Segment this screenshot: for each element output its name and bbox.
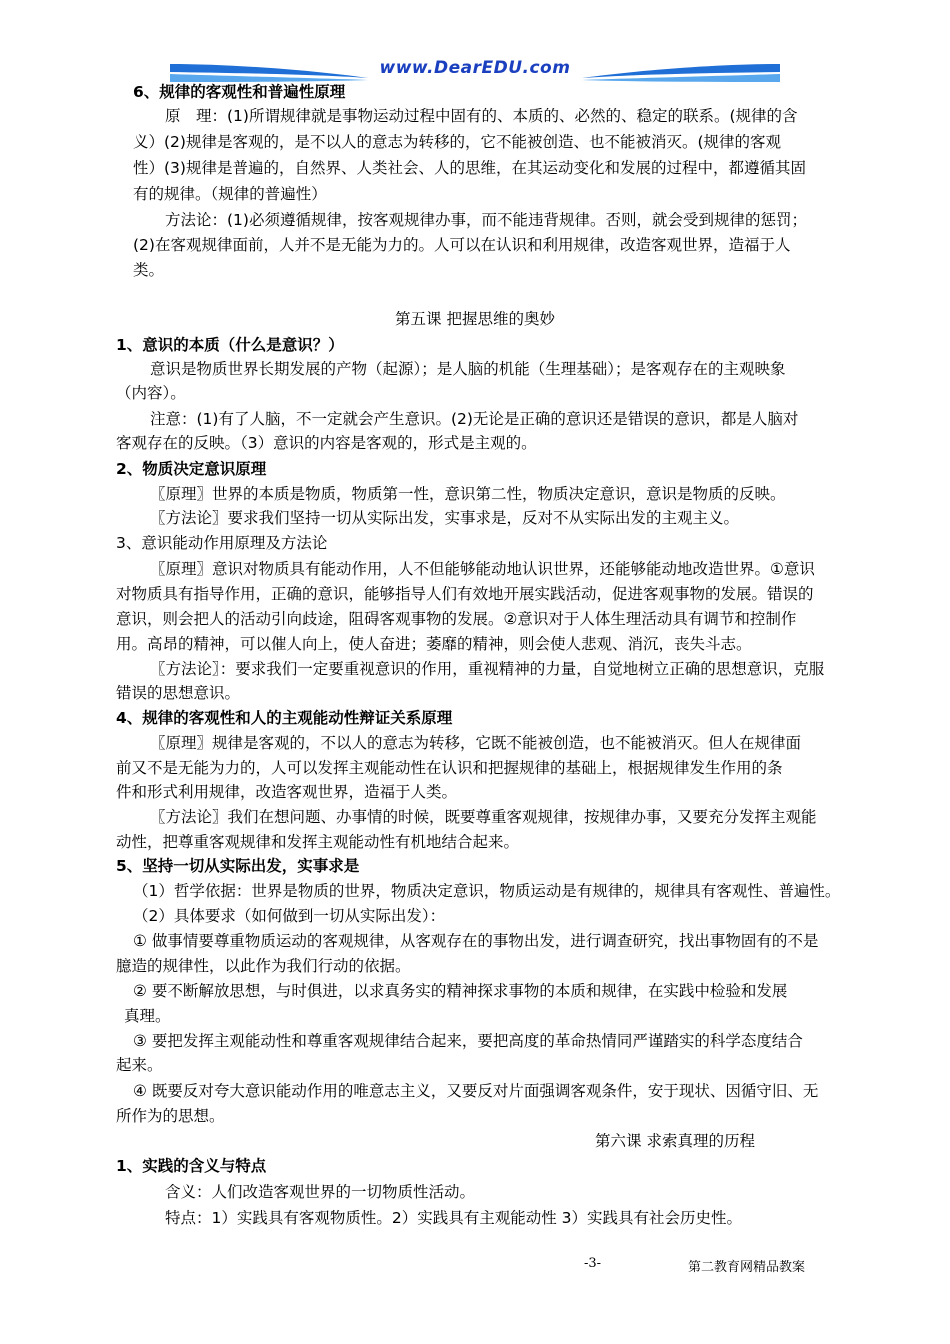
list-item: ① 做事情要尊重物质运动的客观规律，从客观存在的事物出发，进行调查研究，找出事物固有的不是 [133,932,819,950]
paragraph-line: 类。 [133,261,165,279]
paragraph-line: 前又不是无能为力的，人可以发挥主观能动性在认识和把握规律的基础上，根据规律发生作用的条 [116,759,783,777]
list-item: 真理。 [124,1007,171,1025]
paragraph-line: （2）具体要求（如何做到一切从实际出发）： [133,907,446,925]
list-item: ④ 既要反对夸大意识能动作用的唯意志主义，又要反对片面强调客观条件，安于现状、因循守旧、无 [133,1082,819,1100]
paragraph-line: 〖原理〗意识对物质具有能动作用，人不但能够能动地认识世界，还能够能动地改造世界。①意识 [150,560,815,578]
heading-1: 1、意识的本质（什么是意识？） [116,336,344,354]
paragraph-line: 意识，则会把人的活动引向歧途，阻碍客观事物的发展。②意识对于人体生理活动具有调节和控制作 [116,610,797,628]
paragraph-line: 对物质具有指导作用，正确的意识，能够指导人们有效地开展实践活动，促进客观事物的发展。错误的 [116,585,814,603]
paragraph-line: 错误的思想意识。 [116,684,241,702]
paragraph-line: 性）(3)规律是普遍的，自然界、人类社会、人的思维，在其运动变化和发展的过程中，都遵循其固 [133,159,806,177]
footer-source: 第二教育网精品教案 [688,1260,806,1275]
paragraph-line: （1）哲学依据：世界是物质的世界，物质决定意识，物质运动是有规律的，规律具有客观性、普遍性。 [133,882,841,900]
heading-1: 1、实践的含义与特点 [116,1157,267,1175]
paragraph-line: 含义：人们改造客观世界的一切物质性活动。 [165,1183,476,1201]
heading-4: 4、规律的客观性和人的主观能动性辩证关系原理 [116,709,453,727]
paragraph-line: 特点：1）实践具有客观物质性。2）实践具有主观能动性 3）实践具有社会历史性。 [165,1209,743,1227]
heading-2: 2、物质决定意识原理 [116,460,267,478]
heading-6: 6、规律的客观性和普遍性原理 [133,83,346,101]
paragraph-line: 〖方法论〗我们在想问题、办事情的时候，既要尊重客观规律，按规律办事，又要充分发挥主观能 [150,808,817,826]
paragraph-line: 件和形式利用规律，改造客观世界，造福于人类。 [116,783,458,801]
list-item: ② 要不断解放思想，与时俱进，以求真务实的精神探求事物的本质和规律，在实践中检验和发展 [133,982,788,1000]
page-number: -3- [584,1256,602,1271]
paragraph-line: 意识是物质世界长期发展的产物（起源）；是人脑的机能（生理基础）；是客观存在的主观映象 [150,360,786,378]
list-item: 所作为的思想。 [116,1107,225,1125]
list-item: 臆造的规律性，以此作为我们行动的依据。 [116,957,411,975]
heading-5: 5、坚持一切从实际出发，实事求是 [116,857,360,875]
list-item: ③ 要把发挥主观能动性和尊重客观规律结合起来，要把高度的革命热情同严谨踏实的科学态度结合 [133,1032,803,1050]
paragraph-line: (2)在客观规律面前，人并不是无能为力的。人可以在认识和利用规律，改造客观世界，造福于人 [133,236,791,254]
note-line: 注意：(1)有了人脑，不一定就会产生意识。(2)无论是正确的意识还是错误的意识，都是人脑对 [150,410,799,428]
paragraph-line: 方法论：(1)必须遵循规律，按客观规律办事，而不能违背规律。否则，就会受到规律的惩罚； [165,211,807,229]
paragraph-line: 〖原理〗规律是客观的，不以人的意志为转移，它既不能被创造，也不能被消灭。但人在规律面 [150,734,802,752]
paragraph-line: 〖方法论〗要求我们坚持一切从实际出发，实事求是，反对不从实际出发的主观主义。 [150,509,740,527]
site-name: www.DearEDU.com [379,58,571,78]
lesson-title: 第六课 求索真理的历程 [595,1132,755,1150]
paragraph-line: 动性，把尊重客观规律和发挥主观能动性有机地结合起来。 [116,833,520,851]
paragraph-line: （内容）。 [116,384,186,402]
paragraph-line: 〖原理〗世界的本质是物质，物质第一性，意识第二性，物质决定意识，意识是物质的反映。 [150,485,786,503]
paragraph-line: 用。高昂的精神，可以催人向上，使人奋进；萎靡的精神，则会使人悲观、消沉，丧失斗志。 [116,635,752,653]
lesson-title: 第五课 把握思维的奥妙 [395,310,555,328]
right-swoosh-icon [580,60,780,86]
paragraph-line: 〖方法论〗：要求我们一定要重视意识的作用，重视精神的力量，自觉地树立正确的思想意识，克服 [150,660,825,678]
note-line: 客观存在的反映。（3）意识的内容是客观的，形式是主观的。 [116,434,537,452]
paragraph-line: 原 理：(1)所谓规律就是事物运动过程中固有的、本质的、必然的、稳定的联系。(规律的含 [165,107,798,125]
paragraph-line: 义）(2)规律是客观的，是不以人的意志为转移的，它不能被创造、也不能被消灭。(规律的客观 [133,133,782,151]
heading-3: 3、意识能动作用原理及方法论 [116,534,328,552]
paragraph-line: 有的规律。（规律的普遍性） [133,185,327,203]
list-item: 起来。 [116,1056,163,1074]
